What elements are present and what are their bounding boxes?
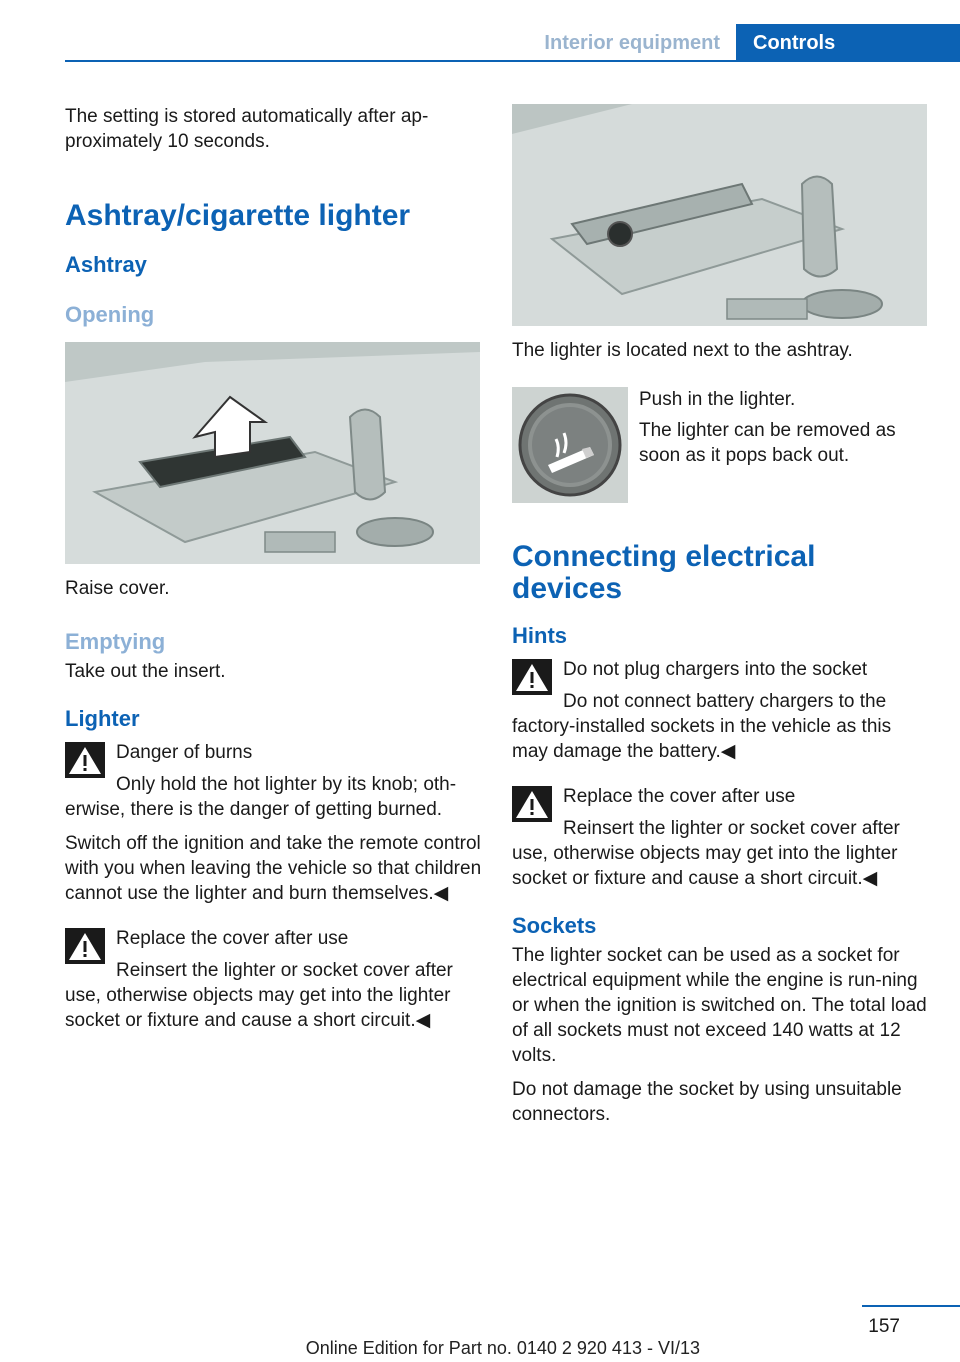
warning-triangle-icon — [512, 786, 552, 822]
raise-cover-text: Raise cover. — [65, 578, 170, 599]
ashtray-opening-image — [65, 342, 480, 564]
warning-replace-cover — [65, 926, 483, 1033]
warning-body: Reinsert the lighter or socket cover after use, otherwise objects may get into the lighter socket or fixture and cause a short circuit.◀ — [65, 960, 453, 1031]
heading-lighter: Lighter — [65, 706, 140, 731]
warning-body-continued: Switch off the ignition and take the remote control with you when leaving the vehicle so that children cannot use the lighter and burn themselves.◀ — [65, 833, 482, 904]
header-chapter-tab[interactable]: Controls — [736, 24, 960, 62]
removed-text: The lighter can be removed as soon as it pops back out. — [639, 420, 896, 466]
warning-body: Only hold the hot lighter by its knob; oth‐erwise, there is the danger of getting burned. — [65, 774, 457, 820]
header-rule — [65, 60, 960, 62]
right-column — [512, 104, 930, 1136]
sockets-text-2: Do not damage the socket by using unsuitable connectors. — [512, 1079, 902, 1125]
page-number: 157 — [868, 1316, 900, 1337]
intro-text: The setting is stored automatically after ap‐proximately 10 seconds. — [65, 106, 429, 152]
sockets-text: The lighter socket can be used as a socket for electrical equipment while the engine is run‐ning or when the ignition is switched on. The total load of all sockets must not exceed 140 watts at 12 volts. — [512, 945, 927, 1066]
warning-triangle-icon — [65, 928, 105, 964]
push-in-text: Push in the lighter. — [639, 389, 796, 410]
header-section-title: Interior equipment — [544, 32, 720, 54]
heading-ashtray: Ashtray — [65, 252, 147, 277]
take-out-text: Take out the insert. — [65, 661, 226, 682]
warning-replace-cover-right — [512, 784, 930, 891]
heading-connecting-devices: Connecting electrical devices — [512, 540, 816, 605]
warning-danger-of-burns — [65, 740, 483, 906]
heading-ashtray-lighter: Ashtray/cigarette lighter — [65, 199, 411, 232]
warning-triangle-icon — [512, 659, 552, 695]
footer-edition: Online Edition for Part no. 0140 2 920 413 - VI/13 — [305, 1338, 700, 1358]
lighter-location-image — [512, 104, 927, 326]
warning-body: Do not connect battery chargers to the factory-installed sockets in the vehicle as this may damage the battery.◀ — [512, 691, 892, 762]
warning-chargers — [512, 657, 930, 764]
lighter-location-text: The lighter is located next to the ashtray. — [512, 340, 853, 361]
footer-rule — [862, 1305, 960, 1307]
warning-title: Danger of burns — [116, 742, 253, 763]
warning-triangle-icon — [65, 742, 105, 778]
warning-body: Reinsert the lighter or socket cover after use, otherwise objects may get into the lighter socket or fixture and cause a short circuit.◀ — [512, 818, 900, 889]
heading-emptying: Emptying — [65, 629, 166, 654]
heading-opening: Opening — [65, 302, 155, 327]
heading-hints: Hints — [512, 623, 567, 648]
heading-sockets: Sockets — [512, 913, 597, 938]
warning-title: Do not plug chargers into the socket — [563, 659, 868, 680]
left-column — [65, 104, 483, 1042]
warning-title: Replace the cover after use — [563, 786, 796, 807]
warning-title: Replace the cover after use — [116, 928, 349, 949]
lighter-instructions — [512, 387, 930, 507]
lighter-image — [512, 387, 628, 503]
